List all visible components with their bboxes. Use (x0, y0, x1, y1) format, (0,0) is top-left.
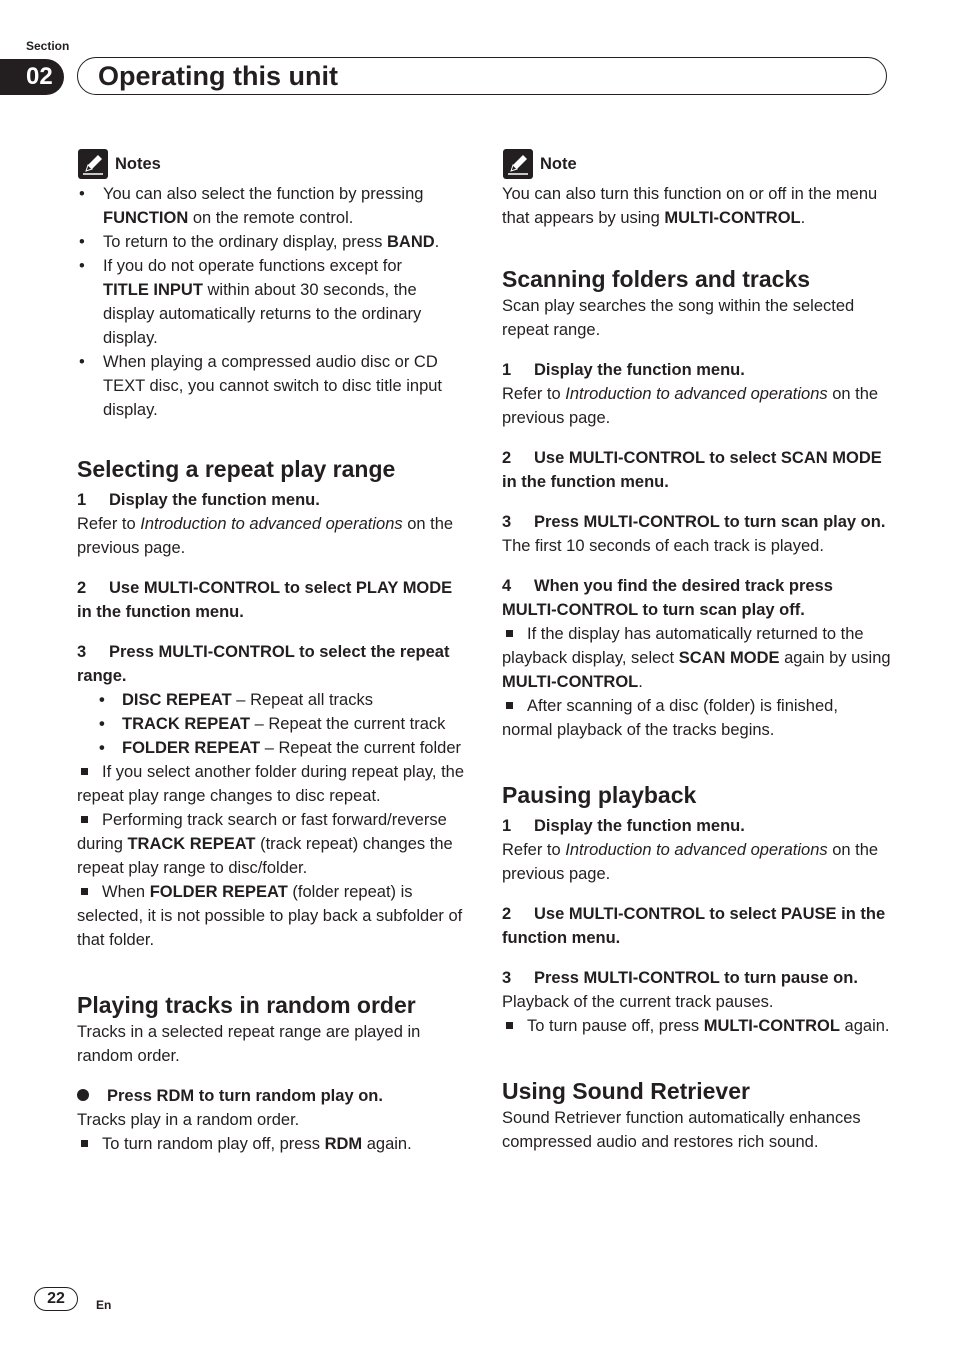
step-2: 2 Use MULTI-CONTROL to select PAUSE in the function menu. (502, 905, 886, 947)
list-item: • DISC REPEAT – Repeat all tracks (99, 691, 373, 709)
random-note: To turn random play off, press RDM again. (77, 1132, 467, 1156)
list-item: • To return to the ordinary display, press BAND. (79, 233, 440, 251)
step-2: 2 Use MULTI-CONTROL to select PLAY MODE in the function menu. (77, 579, 453, 621)
step-3: 3 Press MULTI-CONTROL to turn scan play on. (502, 513, 886, 531)
language-label: En (96, 1298, 112, 1312)
sound-body: Sound Retriever function automatically enhances compressed audio and restores rich sound. (502, 1109, 861, 1151)
step-1: 1 Display the function menu. (502, 361, 745, 379)
note-title: Note (540, 155, 577, 173)
step-3-body: The first 10 seconds of each track is played. (502, 537, 824, 555)
page-title: Operating this unit (98, 61, 338, 91)
repeat-note-1: If you select another folder during repeat play, the repeat play range changes to disc repeat. (77, 763, 465, 805)
section-heading-repeat: Selecting a repeat play range (77, 456, 396, 482)
notes-title: Notes (115, 155, 161, 173)
page-number: 22 (34, 1287, 78, 1311)
random-intro: Tracks in a selected repeat range are played in random order. (77, 1023, 421, 1065)
repeat-note-3: When FOLDER REPEAT (folder repeat) is selected, it is not possible to play back a subfolder of that folder. (77, 883, 463, 949)
random-step: Press RDM to turn random play on. (77, 1084, 467, 1108)
repeat-note-2: Performing track search or fast forward/reverse during TRACK REPEAT (track repeat) changes the repeat play range to disc/folder. (77, 811, 453, 877)
step-1: 1 Display the function menu. (77, 491, 320, 509)
step-1-body: Refer to Introduction to advanced operations on the previous page. (502, 385, 879, 427)
scan-note-1: If the display has automatically returned to the playback display, select SCAN MODE again by using MULTI-CONTROL. (502, 625, 891, 691)
step-1: 1 Display the function menu. (502, 817, 745, 835)
scan-intro: Scan play searches the song within the selected repeat range. (502, 297, 855, 339)
random-body: Tracks play in a random order. (77, 1111, 300, 1129)
title-box (77, 57, 887, 95)
step-3: 3 Press MULTI-CONTROL to turn pause on. (502, 969, 858, 987)
note-body: You can also turn this function on or off in the menu that appears by using MULTI-CONTROL. (502, 185, 878, 227)
list-item: • TRACK REPEAT – Repeat the current track (99, 715, 446, 733)
note-pencil-icon (77, 148, 109, 180)
repeat-options (77, 688, 467, 760)
step-3: 3 Press MULTI-CONTROL to select the repeat range. (77, 643, 450, 685)
scan-note-2: After scanning of a disc (folder) is finished, normal playback of the tracks begins. (502, 697, 838, 739)
section-heading-pause: Pausing playback (502, 782, 697, 808)
step-3-body: Playback of the current track pauses. (502, 993, 774, 1011)
list-item: • When playing a compressed audio disc or CD TEXT disc, you cannot switch to disc title input display. (79, 353, 443, 419)
note-header (502, 148, 892, 180)
section-heading-scan: Scanning folders and tracks (502, 266, 811, 292)
left-column (77, 148, 467, 1156)
section-number-badge: 02 (0, 59, 64, 95)
section-heading-sound: Using Sound Retriever (502, 1078, 750, 1104)
notes-header (77, 148, 467, 180)
step-4: 4 When you find the desired track press MULTI-CONTROL to turn scan play off. (502, 577, 833, 619)
right-column (502, 148, 892, 1154)
list-item: • FOLDER REPEAT – Repeat the current folder (99, 739, 461, 757)
step-1-body: Refer to Introduction to advanced operations on the previous page. (502, 841, 879, 883)
list-item: • If you do not operate functions except for TITLE INPUT within about 30 seconds, the display automatically returns to the ordinary display. (79, 257, 422, 347)
note-pencil-icon (502, 148, 534, 180)
section-heading-random: Playing tracks in random order (77, 992, 416, 1018)
step-2: 2 Use MULTI-CONTROL to select SCAN MODE in the function menu. (502, 449, 882, 491)
list-item: • You can also select the function by pressing FUNCTION on the remote control. (79, 185, 424, 227)
notes-list (77, 182, 467, 422)
step-1-body: Refer to Introduction to advanced operations on the previous page. (77, 515, 454, 557)
pause-note: To turn pause off, press MULTI-CONTROL again. (502, 1014, 892, 1038)
section-label: Section (26, 39, 70, 53)
